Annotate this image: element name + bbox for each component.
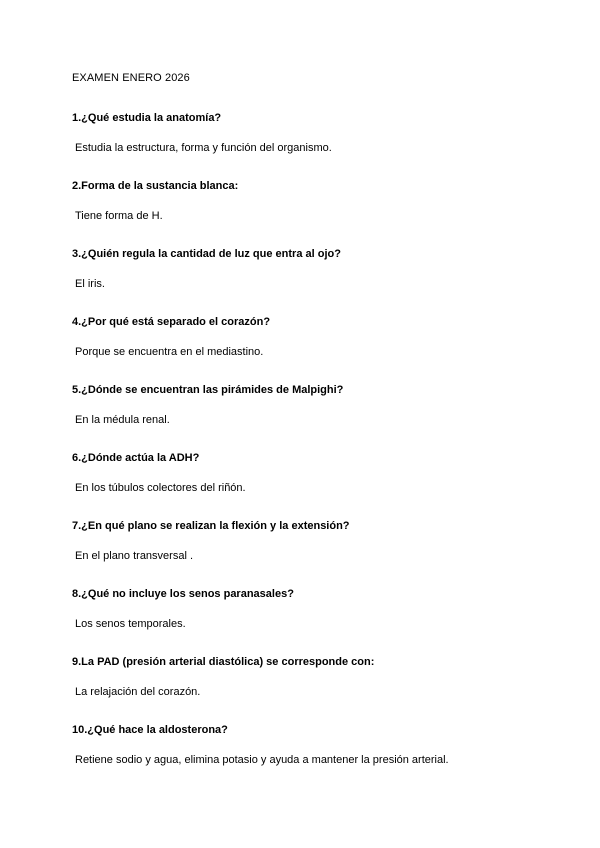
answer-2: Tiene forma de H. [75,210,163,222]
question-7: 7.¿En qué plano se realizan la flexión y la extensión? [72,520,350,532]
exam-title: EXAMEN ENERO 2026 [72,72,190,84]
answer-8: Los senos temporales. [75,618,186,630]
question-8: 8.¿Qué no incluye los senos paranasales? [72,588,294,600]
question-block-3 [72,247,572,291]
question-5: 5.¿Dónde se encuentran las pirámides de Malpighi? [72,384,344,396]
question-block-4 [72,315,572,359]
question-9: 9.La PAD (presión arterial diastólica) se corresponde con: [72,656,375,668]
question-6: 6.¿Dónde actúa la ADH? [72,452,200,464]
question-block-2 [72,179,572,223]
question-block-8 [72,587,572,631]
question-3: 3.¿Quién regula la cantidad de luz que entra al ojo? [72,248,341,260]
answer-5: En la médula renal. [75,414,170,426]
question-block-10 [72,723,572,767]
answer-10: Retiene sodio y agua, elimina potasio y ayuda a mantener la presión arterial. [75,754,449,766]
question-block-1 [72,111,572,155]
question-10: 10.¿Qué hace la aldosterona? [72,724,228,736]
answer-4: Porque se encuentra en el mediastino. [75,346,264,358]
answer-9: La relajación del corazón. [75,686,201,698]
answer-6: En los túbulos colectores del riñón. [75,482,246,494]
answer-3: El iris. [75,278,105,290]
question-4: 4.¿Por qué está separado el corazón? [72,316,271,328]
question-block-6 [72,451,572,495]
question-block-5 [72,383,572,427]
question-1: 1.¿Qué estudia la anatomía? [72,112,222,124]
answer-7: En el plano transversal . [75,550,194,562]
question-block-9 [72,655,572,699]
question-block-7 [72,519,572,563]
question-2: 2.Forma de la sustancia blanca: [72,180,239,192]
answer-1: Estudia la estructura, forma y función del organismo. [75,142,332,154]
